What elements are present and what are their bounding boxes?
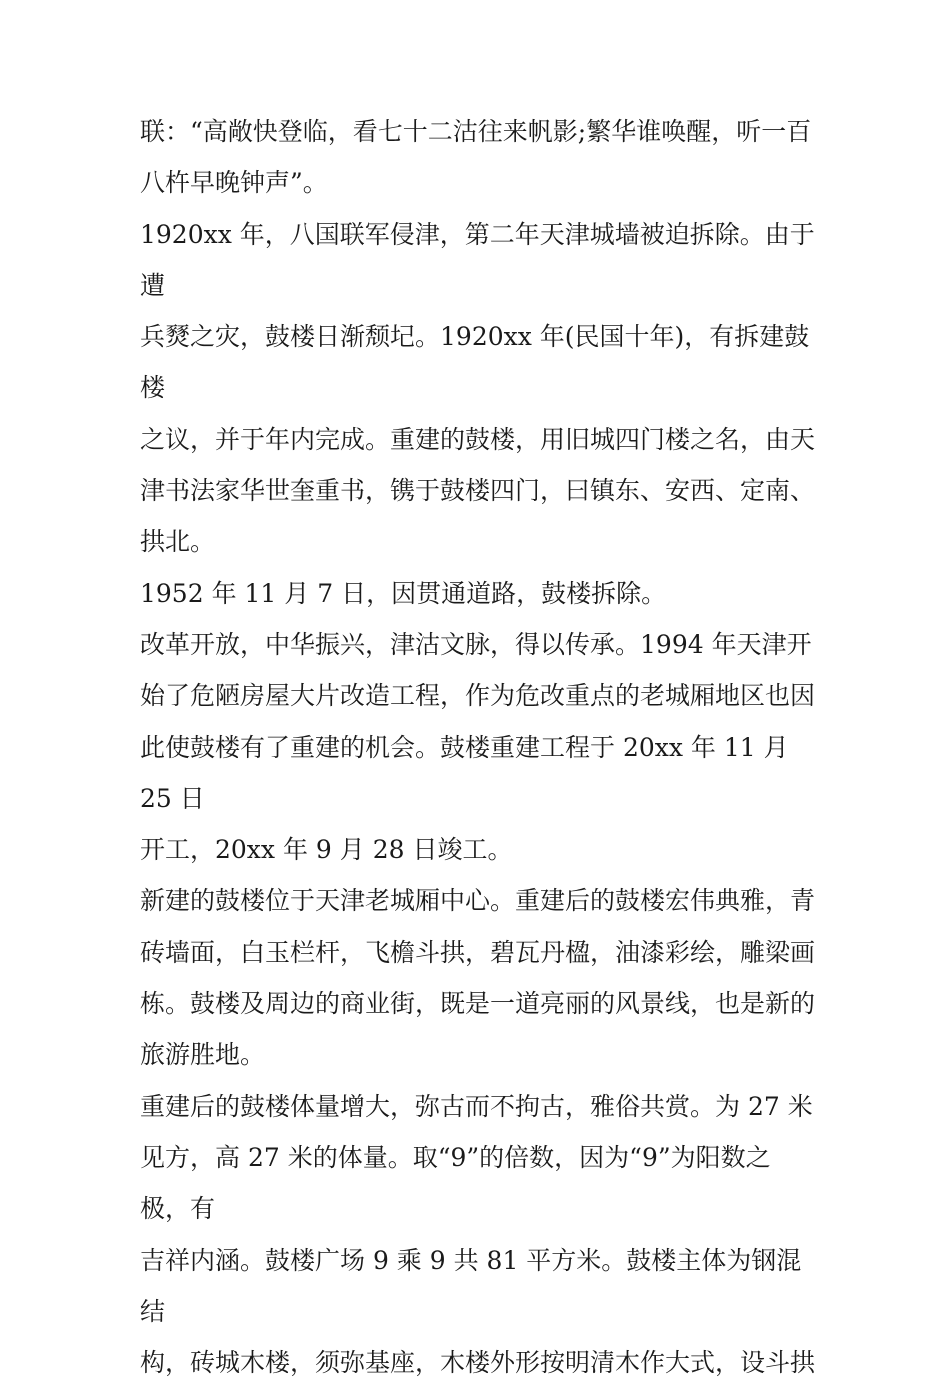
- text-line: 重建后的鼓楼体量增大，弥古而不拘古，雅俗共赏。为 27 米: [140, 1091, 813, 1121]
- text-line: 改革开放，中华振兴，津沽文脉，得以传承。1994 年天津开: [140, 629, 812, 659]
- paragraph-reconstruction: [140, 619, 820, 875]
- text-line: 砖墙面，白玉栏杆，飞檐斗拱，碧瓦丹楹，油漆彩绘，雕梁画: [140, 937, 816, 967]
- text-line: 兵燹之灾，鼓楼日渐颓圮。1920xx 年(民国十年)，有拆建鼓楼: [140, 322, 810, 403]
- paragraph-1920-history: [140, 209, 820, 568]
- text-line: 栋。鼓楼及周边的商业街，既是一道亮丽的风景线，也是新的: [140, 989, 816, 1019]
- text-line: 开工，20xx 年 9 月 28 日竣工。: [140, 835, 513, 865]
- text-line: 旅游胜地。: [140, 1040, 266, 1070]
- text-line: 1920xx 年，八国联军侵津，第二年天津城墙被迫拆除。由于遭: [140, 219, 815, 300]
- text-line: 此使鼓楼有了重建的机会。鼓楼重建工程于 20xx 年 11 月 25 日: [140, 732, 789, 813]
- text-line: 之议，并于年内完成。重建的鼓楼，用旧城四门楼之名，由天: [140, 424, 816, 454]
- text-line: 见方，高 27 米的体量。取“9”的倍数，因为“9”为阳数之极，有: [140, 1142, 771, 1224]
- paragraph-new-drum-tower: [140, 875, 820, 1080]
- paragraph-dimensions: [140, 1081, 820, 1388]
- document-body: [140, 106, 820, 1388]
- text-line: 拱北。: [140, 527, 216, 557]
- text-line: 八杵早晚钟声”。: [140, 168, 328, 198]
- text-line: 联：“高敞快登临，看七十二沽往来帆影;繁华谁唤醒，听一百: [140, 117, 812, 146]
- text-line: 1952 年 11 月 7 日，因贯通道路，鼓楼拆除。: [140, 578, 667, 608]
- text-line: 吉祥内涵。鼓楼广场 9 乘 9 共 81 平方米。鼓楼主体为钢混结: [140, 1245, 802, 1326]
- text-line: 构，砖城木楼，须弥基座，木楼外形按明清木作大式，设斗拱: [140, 1348, 816, 1378]
- text-line: 新建的鼓楼位于天津老城厢中心。重建后的鼓楼宏伟典雅，青: [140, 886, 816, 916]
- text-line: 津书法家华世奎重书，镌于鼓楼四门，曰镇东、安西、定南、: [140, 476, 816, 506]
- paragraph-1952-demolition: [140, 568, 820, 619]
- text-line: 始了危陋房屋大片改造工程，作为危改重点的老城厢地区也因: [140, 681, 816, 711]
- paragraph-couplet: [140, 106, 820, 209]
